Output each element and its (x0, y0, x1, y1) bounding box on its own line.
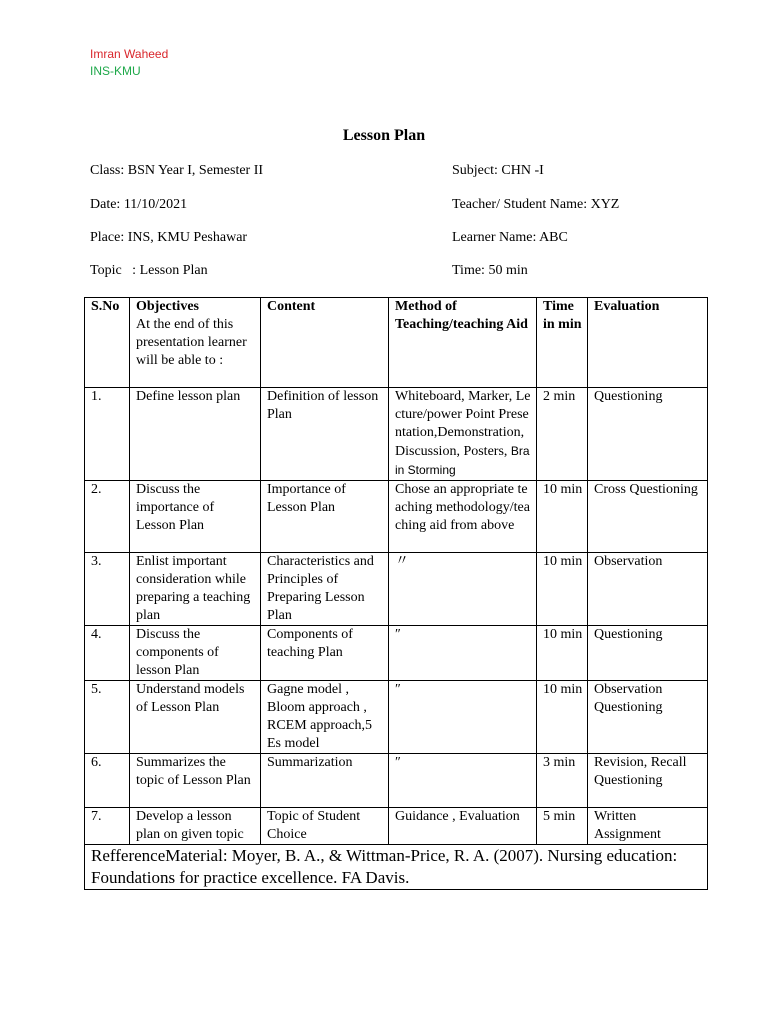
header-objectives-subtext: At the end of this presentation learner will be able to : (136, 317, 247, 368)
row-method-ditto: ″ (389, 754, 537, 808)
meta-learner: Learner Name: ABC (452, 230, 568, 245)
row-content: Gagne model , Bloom approach , RCEM approach,5 Es model (261, 681, 389, 754)
row-content: Characteristics and Principles of Preparing Lesson Plan (261, 553, 389, 626)
header-time: Time in min (537, 298, 588, 388)
row-content: Summarization (261, 754, 389, 808)
row-sno: 5. (85, 681, 130, 754)
row-time: 3 min (537, 754, 588, 808)
row-method (389, 388, 537, 481)
row-content: Topic of Student Choice (261, 808, 389, 845)
row-method-extra: Brain Storming (395, 444, 530, 477)
table-row (85, 388, 708, 481)
row-time: 10 min (537, 626, 588, 681)
meta-teacher: Teacher/ Student Name: XYZ (452, 197, 620, 212)
row-method: Guidance , Evaluation (389, 808, 537, 845)
row-sno: 4. (85, 626, 130, 681)
row-method-ditto: ″ (389, 681, 537, 754)
meta-place: Place: INS, KMU Peshawar (90, 230, 248, 245)
table-header-row (85, 298, 708, 388)
row-objective: Understand models of Lesson Plan (130, 681, 261, 754)
reference-row (85, 845, 708, 890)
lesson-plan-table (84, 297, 708, 890)
row-time: 10 min (537, 681, 588, 754)
row-time: 10 min (537, 553, 588, 626)
header-content: Content (261, 298, 389, 388)
row-method-ditto: 〃 (389, 553, 537, 626)
header-objectives (130, 298, 261, 388)
meta-time: Time: 50 min (452, 263, 528, 278)
header-evaluation: Evaluation (588, 298, 708, 388)
row-evaluation: Observation (588, 553, 708, 626)
reference-text: RefferenceMaterial: Moyer, B. A., & Wittman-Price, R. A. (2007). Nursing education: Foundations for practice excellence. FA Davis. (85, 845, 708, 890)
row-method-text: Whiteboard, Marker, Lecture/power Point Presentation,Demonstration,Discussion, Posters, (395, 389, 531, 459)
row-time: 2 min (537, 388, 588, 481)
row-content: Components of teaching Plan (261, 626, 389, 681)
row-objective: Summarizes the topic of Lesson Plan (130, 754, 261, 808)
header-method: Method of Teaching/teaching Aid (389, 298, 537, 388)
row-objective: Discuss the importance of Lesson Plan (130, 481, 261, 553)
row-time: 5 min (537, 808, 588, 845)
meta-class: Class: BSN Year I, Semester II (90, 163, 264, 178)
meta-date: Date: 11/10/2021 (90, 197, 188, 212)
row-evaluation: Questioning (588, 388, 708, 481)
row-objective: Discuss the components of lesson Plan (130, 626, 261, 681)
table-row (85, 808, 708, 845)
row-method-ditto: ″ (389, 626, 537, 681)
row-sno: 6. (85, 754, 130, 808)
row-time: 10 min (537, 481, 588, 553)
meta-subject: Subject: CHN -I (452, 163, 544, 178)
row-evaluation: Written Assignment (588, 808, 708, 845)
row-objective: Define lesson plan (130, 388, 261, 481)
row-objective: Enlist important consideration while preparing a teaching plan (130, 553, 261, 626)
row-sno: 1. (85, 388, 130, 481)
row-sno: 7. (85, 808, 130, 845)
author-block (90, 46, 168, 80)
row-evaluation: Revision, Recall Questioning (588, 754, 708, 808)
row-evaluation: Questioning (588, 626, 708, 681)
row-content: Definition of lesson Plan (261, 388, 389, 481)
header-sno: S.No (85, 298, 130, 388)
table-row (85, 681, 708, 754)
header-objectives-label: Objectives (136, 299, 199, 314)
table-row (85, 481, 708, 553)
table-row (85, 754, 708, 808)
row-content: Importance of Lesson Plan (261, 481, 389, 553)
author-organization: INS-KMU (90, 64, 141, 78)
meta-topic: Topic : Lesson Plan (90, 263, 208, 278)
row-sno: 2. (85, 481, 130, 553)
row-method: Chose an appropriate teaching methodology/teaching aid from above (389, 481, 537, 553)
row-evaluation: Cross Questioning (588, 481, 708, 553)
table-row (85, 553, 708, 626)
row-sno: 3. (85, 553, 130, 626)
row-evaluation: Observation Questioning (588, 681, 708, 754)
page-title: Lesson Plan (342, 127, 426, 144)
author-name: Imran Waheed (90, 47, 169, 61)
table-row (85, 626, 708, 681)
row-objective: Develop a lesson plan on given topic (130, 808, 261, 845)
